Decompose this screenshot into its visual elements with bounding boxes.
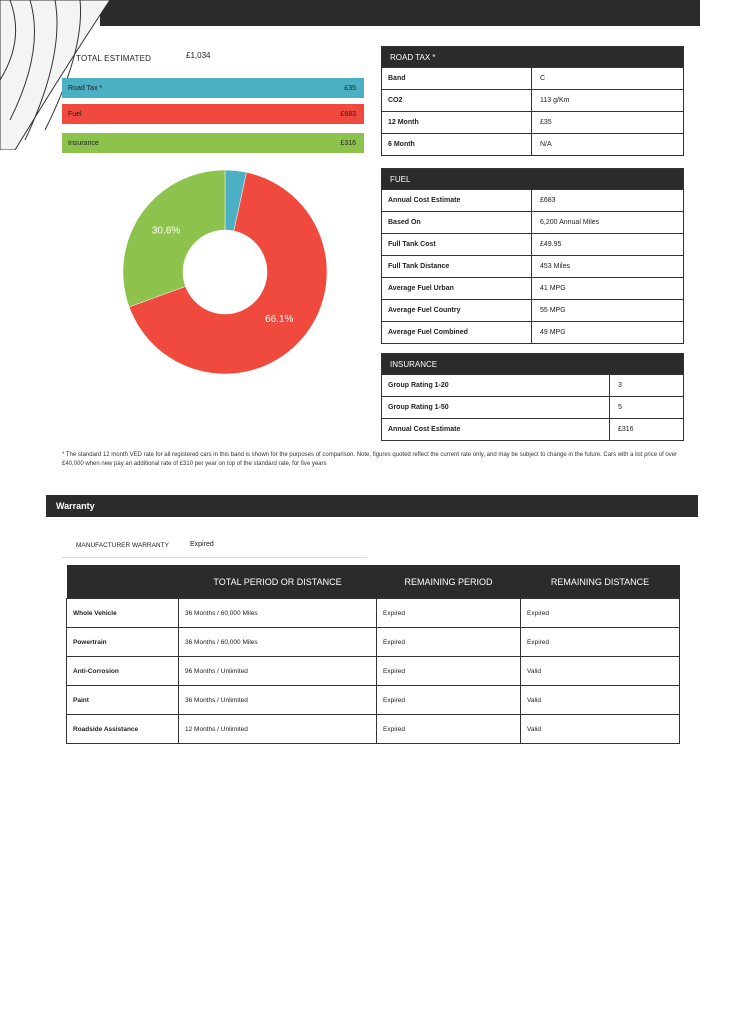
road-tax-panel xyxy=(381,46,684,156)
row-key: Band xyxy=(382,68,532,89)
table-cell: 12 Months / Unlimited xyxy=(179,715,377,744)
bar-value: £316 xyxy=(340,139,356,147)
top-dark-band xyxy=(100,0,700,26)
row-value: £316 xyxy=(618,426,634,433)
table-row xyxy=(382,133,683,155)
table-cell: Whole Vehicle xyxy=(67,599,179,628)
row-key: Annual Cost Estimate xyxy=(382,190,532,211)
table-cell: Anti-Corrosion xyxy=(67,657,179,686)
table-row xyxy=(382,255,683,277)
table-row xyxy=(382,233,683,255)
page-curl-graphic xyxy=(0,0,110,150)
fuel-bar xyxy=(62,104,364,124)
panel-title: ROAD TAX * xyxy=(382,47,683,67)
bar-label: Fuel xyxy=(68,110,82,118)
table-cell: 36 Months / Unlimited xyxy=(179,686,377,715)
row-key: Annual Cost Estimate xyxy=(382,419,610,440)
table-cell: Valid xyxy=(521,657,680,686)
ved-footnote: * The standard 12 month VED rate for all registered cars in this band is shown for the purposes of comparison. Note, figures quoted reflect the current rate only, and may be subject to change in the future. Cars with a list price of over £40,000 when new pay an additional rate of £310 per year on top of the standard rate, for five years xyxy=(62,452,678,467)
insurance-bar xyxy=(62,133,364,153)
road-tax-bar xyxy=(62,78,364,98)
row-key: Average Fuel Country xyxy=(382,300,532,321)
row-key: 6 Month xyxy=(382,134,532,155)
table-cell: Roadside Assistance xyxy=(67,715,179,744)
table-row xyxy=(382,418,683,440)
row-key: Group Rating 1-20 xyxy=(382,375,610,396)
row-value: 113 g/Km xyxy=(540,97,570,104)
manufacturer-warranty-value: Expired xyxy=(190,541,214,548)
donut-label-fuel: 66.1% xyxy=(265,313,294,325)
insurance-panel xyxy=(381,353,684,441)
table-cell: Powertrain xyxy=(67,628,179,657)
row-key: Average Fuel Combined xyxy=(382,322,532,343)
table-cell: Expired xyxy=(521,599,680,628)
table-cell: Valid xyxy=(521,686,680,715)
table-cell: Expired xyxy=(377,686,521,715)
column-header xyxy=(67,565,179,599)
column-header: TOTAL PERIOD OR DISTANCE xyxy=(179,565,377,599)
row-key: CO2 xyxy=(382,90,532,111)
bar-label: Road Tax * xyxy=(68,84,103,92)
table-row xyxy=(382,89,683,111)
table-row xyxy=(382,396,683,418)
panel-title: FUEL xyxy=(382,169,683,189)
table-cell: Expired xyxy=(377,657,521,686)
table-row xyxy=(67,657,680,686)
row-value: N/A xyxy=(540,141,552,148)
panel-title: INSURANCE xyxy=(382,354,683,374)
warranty-section-title: Warranty xyxy=(46,495,698,517)
row-value: 55 MPG xyxy=(540,307,566,314)
table-row xyxy=(382,211,683,233)
table-cell: Expired xyxy=(377,599,521,628)
row-value: 6,200 Annual Miles xyxy=(540,219,600,226)
row-value: £49.95 xyxy=(540,241,562,248)
row-key: 12 Month xyxy=(382,112,532,133)
table-row xyxy=(67,628,680,657)
table-cell: Valid xyxy=(521,715,680,744)
row-value: 41 MPG xyxy=(540,285,566,292)
total-estimated-label: TOTAL ESTIMATED xyxy=(76,54,152,63)
row-key: Based On xyxy=(382,212,532,233)
donut-label-insurance: 30.6% xyxy=(151,225,181,237)
row-value: 49 MPG xyxy=(540,329,566,336)
manufacturer-warranty-label: MANUFACTURER WARRANTY xyxy=(76,542,169,549)
total-estimated-value: £1,034 xyxy=(186,51,211,60)
table-row xyxy=(382,299,683,321)
table-cell: 36 Months / 60,000 Miles xyxy=(179,628,377,657)
bar-value: £35 xyxy=(344,84,356,92)
table-cell: Paint xyxy=(67,686,179,715)
row-key: Group Rating 1-50 xyxy=(382,397,610,418)
row-value: 453 Miles xyxy=(540,263,570,270)
row-value: £35 xyxy=(540,119,552,126)
row-key: Full Tank Distance xyxy=(382,256,532,277)
row-value: £683 xyxy=(540,197,556,204)
table-cell: 96 Months / Unlimited xyxy=(179,657,377,686)
table-row xyxy=(67,599,680,628)
table-row xyxy=(382,321,683,343)
table-row xyxy=(382,67,683,89)
table-cell: Expired xyxy=(377,715,521,744)
bar-value: £683 xyxy=(340,110,356,118)
table-header-row xyxy=(67,565,680,599)
row-key: Full Tank Cost xyxy=(382,234,532,255)
table-cell: Expired xyxy=(377,628,521,657)
cost-donut-chart xyxy=(120,167,330,377)
warranty-table xyxy=(66,565,680,744)
column-header: REMAINING PERIOD xyxy=(377,565,521,599)
row-key: Average Fuel Urban xyxy=(382,278,532,299)
table-row xyxy=(382,111,683,133)
column-header: REMAINING DISTANCE xyxy=(521,565,680,599)
table-row xyxy=(382,189,683,211)
donut-slice-insurance xyxy=(123,170,225,307)
row-value: 3 xyxy=(618,382,622,389)
table-cell: Expired xyxy=(521,628,680,657)
table-cell: 36 Months / 60,000 Miles xyxy=(179,599,377,628)
table-row xyxy=(67,715,680,744)
table-row xyxy=(382,277,683,299)
fuel-panel xyxy=(381,168,684,344)
row-value: C xyxy=(540,75,546,82)
bar-label: Insurance xyxy=(68,139,99,147)
row-value: 5 xyxy=(618,404,622,411)
table-row xyxy=(67,686,680,715)
divider xyxy=(62,557,367,558)
table-row xyxy=(382,374,683,396)
